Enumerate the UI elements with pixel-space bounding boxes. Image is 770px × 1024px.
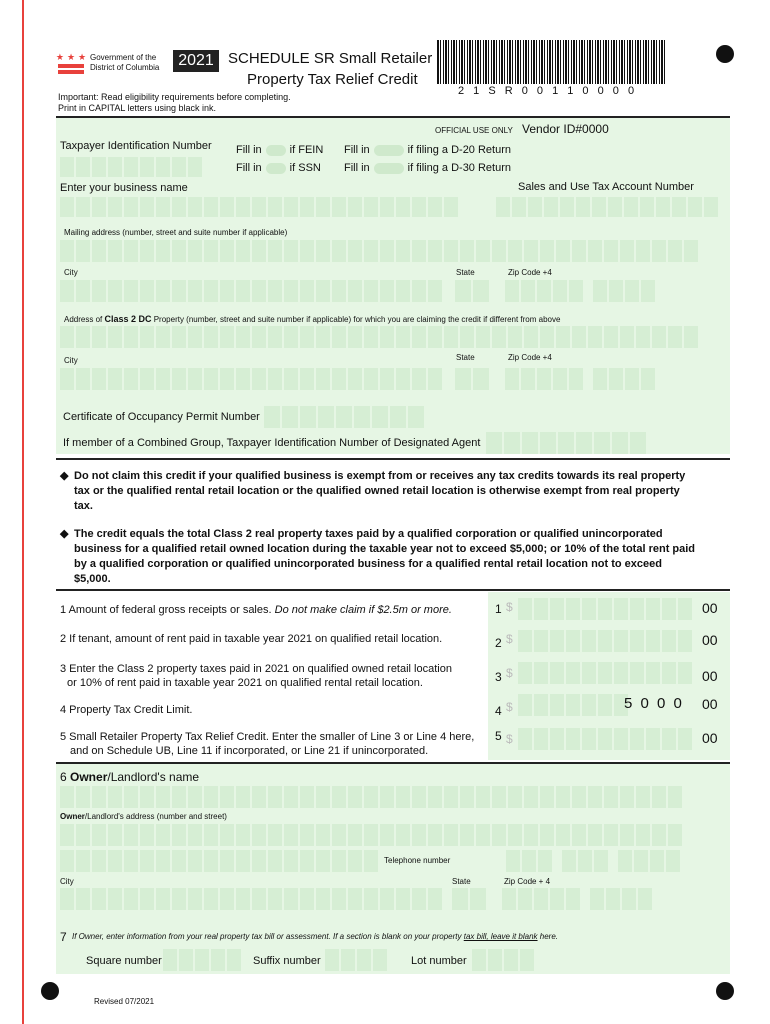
tax-year: 2021	[173, 50, 219, 72]
owner-address-boxes-2[interactable]	[60, 850, 378, 872]
line2-number: 2	[495, 636, 502, 650]
line3-cents: 00	[702, 668, 718, 684]
property-state-boxes[interactable]	[455, 368, 489, 390]
line5-number: 5	[495, 729, 502, 743]
telephone-label: Telephone number	[384, 856, 451, 865]
owner-name-label: 6 Owner/Landlord's name	[60, 770, 200, 784]
line4-label: 4 Property Tax Credit Limit.	[60, 704, 193, 716]
line5-label: 5 Small Retailer Property Tax Relief Credit. Enter the smaller of Line 3 or Line 4 here, and on Schedule UB, Line 11 if incorporated, or Line 21 if unincorporated.	[60, 731, 475, 757]
d20-option[interactable]: Fill in if filing a D-20 Return	[344, 144, 511, 156]
line5-boxes[interactable]	[518, 728, 692, 750]
line4-boxes	[518, 694, 628, 716]
mailing-boxes[interactable]	[60, 240, 698, 262]
zip-boxes[interactable]	[505, 280, 655, 302]
barcode-text: 2 1 S R 0 0 1 1 0 0 0 0	[458, 85, 638, 97]
ssn-oval[interactable]	[266, 163, 286, 174]
property-state-label: State	[456, 353, 475, 362]
line7-instruction: If Owner, enter information from your real property tax bill or assessment. If a section is blank on your property tax bill, leave it blank here.	[72, 932, 559, 941]
line4-value: 5 0 0 0	[624, 695, 684, 712]
diamond-bullet-icon: ◆	[60, 528, 69, 540]
revised-date: Revised 07/2021	[94, 997, 155, 1006]
ssn-option[interactable]: Fill in if SSN	[236, 162, 321, 174]
property-city-boxes[interactable]	[60, 368, 442, 390]
line3-number: 3	[495, 670, 502, 684]
line1-number: 1	[495, 602, 502, 616]
city-boxes[interactable]	[60, 280, 442, 302]
form-subtitle: Property Tax Relief Credit	[247, 71, 418, 88]
line7-number: 7	[60, 930, 67, 944]
notes-divider	[56, 458, 730, 460]
property-address-boxes[interactable]	[60, 326, 698, 348]
vendor-id: Vendor ID#0000	[522, 122, 609, 136]
line2-dollar: $	[506, 632, 513, 646]
lot-number-boxes[interactable]	[472, 949, 534, 971]
registration-mark-top-right	[716, 45, 734, 63]
suffix-number-label: Suffix number	[253, 955, 321, 967]
line4-dollar: $	[506, 700, 513, 714]
lot-number-label: Lot number	[411, 955, 467, 967]
telephone-boxes[interactable]	[506, 850, 680, 872]
note-exempt: ◆ Do not claim this credit if your qualified business is exempt from or receives any tax credits towards its real property tax or the qualified rental retail location or the qualified owned retail location is otherwise exempt from real property tax.	[60, 470, 686, 512]
mailing-label: Mailing address (number, street and suite number if applicable)	[64, 228, 288, 237]
barcode	[437, 40, 665, 84]
cert-boxes[interactable]	[264, 406, 424, 428]
line1-boxes[interactable]	[518, 598, 692, 620]
registration-mark-bottom-right	[716, 982, 734, 1000]
line5-cents: 00	[702, 730, 718, 746]
owner-state-boxes[interactable]	[452, 888, 486, 910]
line2-boxes[interactable]	[518, 630, 692, 652]
line3-boxes[interactable]	[518, 662, 692, 684]
owner-name-boxes[interactable]	[60, 786, 682, 808]
suffix-number-boxes[interactable]	[325, 949, 387, 971]
zip-label: Zip Code +4	[508, 268, 552, 277]
property-zip-boxes[interactable]	[505, 368, 655, 390]
business-name-label: Enter your business name	[60, 182, 188, 194]
d20-oval[interactable]	[374, 145, 404, 156]
combined-group-label: If member of a Combined Group, Taxpayer Identification Number of Designated Agent	[63, 437, 481, 449]
dc-flag-logo: ★ ★ ★	[58, 52, 84, 76]
owner-zip-label: Zip Code + 4	[504, 877, 551, 886]
government-label: Government of the District of Columbia	[90, 53, 160, 72]
line1-amount[interactable]: $	[506, 600, 513, 614]
property-city-label: City	[64, 356, 78, 365]
fein-option[interactable]: Fill in if FEIN	[236, 144, 324, 156]
line4-cents: 00	[702, 696, 718, 712]
sales-use-boxes[interactable]	[496, 197, 718, 217]
sales-use-label: Sales and Use Tax Account Number	[518, 181, 694, 193]
tin-label: Taxpayer Identification Number	[60, 140, 212, 152]
d30-option[interactable]: Fill in if filing a D-30 Return	[344, 162, 511, 174]
d30-oval[interactable]	[374, 163, 404, 174]
owner-address-boxes[interactable]	[60, 824, 682, 846]
registration-mark-bottom-left	[41, 982, 59, 1000]
owner-zip-boxes[interactable]	[502, 888, 652, 910]
line4-number: 4	[495, 704, 502, 718]
business-name-boxes[interactable]	[60, 197, 458, 217]
state-boxes[interactable]	[455, 280, 489, 302]
state-label: State	[456, 268, 475, 277]
property-address-label: Address of Class 2 DC Property (number, street and suite number if applicable) for which you are claiming the credit if different from above	[64, 314, 561, 324]
diamond-bullet-icon: ◆	[60, 470, 69, 482]
square-number-label: Square number	[86, 955, 162, 967]
city-label: City	[64, 268, 78, 277]
owner-city-boxes[interactable]	[60, 888, 442, 910]
lines-divider	[56, 589, 730, 591]
official-use-label: OFFICIAL USE ONLY	[435, 126, 513, 135]
important-note: Important: Read eligibility requirements before completing. Print in CAPITAL letters using black ink.	[58, 92, 291, 113]
owner-address-label: Owner/Landlord's address (number and street)	[60, 812, 227, 821]
tin-boxes[interactable]	[60, 157, 202, 177]
note-credit-amount: ◆ The credit equals the total Class 2 real property taxes paid by a qualified corporation or qualified unincorporated business for a qualified retail owned location during the taxable year not to exceed $5,000; or 10% of the total rent paid by a qualified corporation or qualified unincorporated business for a qualified rental retail location not to exceed $5,000.	[60, 528, 696, 585]
line3-dollar: $	[506, 666, 513, 680]
cert-label: Certificate of Occupancy Permit Number	[63, 411, 260, 423]
margin-line	[22, 0, 24, 1024]
owner-state-label: State	[452, 877, 471, 886]
property-zip-label: Zip Code +4	[508, 353, 552, 362]
line3-label: 3 Enter the Class 2 property taxes paid in 2021 on qualified owned retail location or 10% of rent paid in taxable year 2021 on qualified rental retail location.	[60, 663, 452, 689]
line1-label: 1 Amount of federal gross receipts or sales. Do not make claim if $2.5m or more.	[60, 604, 452, 616]
line2-label: 2 If tenant, amount of rent paid in taxable year 2021 on qualified retail location.	[60, 633, 443, 645]
owner-city-label: City	[60, 877, 74, 886]
line2-cents: 00	[702, 632, 718, 648]
line1-cents: 00	[702, 600, 718, 616]
line5-dollar: $	[506, 732, 513, 746]
square-number-boxes[interactable]	[163, 949, 241, 971]
form-title: SCHEDULE SR Small Retailer	[228, 50, 433, 67]
combined-group-boxes[interactable]	[486, 432, 646, 454]
fein-oval[interactable]	[266, 145, 286, 156]
